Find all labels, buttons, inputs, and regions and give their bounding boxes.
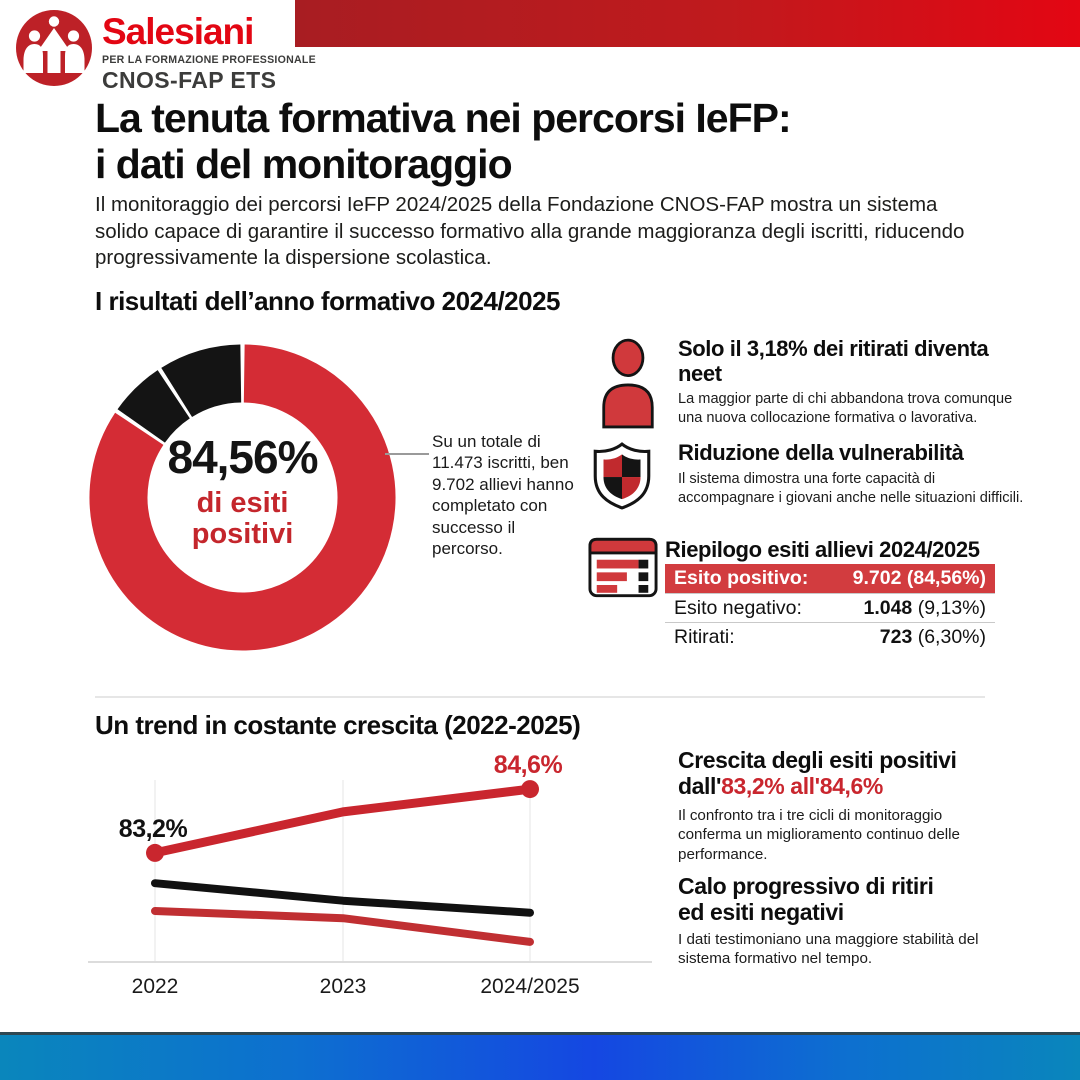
bottom-gradient-bar: [0, 1032, 1080, 1080]
trend-block1-title-line2: dall': [678, 772, 722, 799]
trend-block1-title-highlight: 83,2% all'84,6%: [721, 772, 883, 799]
page-title-line2: i dati del monitoraggio: [95, 140, 512, 187]
person-icon: [600, 338, 656, 435]
row-percent: (9,13%): [917, 596, 986, 619]
salesiani-logo-icon: [14, 8, 94, 88]
donut-percentage: 84,56%: [167, 431, 318, 483]
item2-title: Riduzione della vulnerabilità: [678, 440, 964, 465]
brand-block: [102, 13, 316, 92]
line-chart-svg: [80, 750, 660, 1005]
item1-body: La maggior parte di chi abbandona trova comunque una nuova collocazione formativa o lavorativa.: [678, 391, 1013, 426]
donut-chart: [85, 340, 400, 655]
donut-caption: di esiti positivi: [191, 487, 294, 551]
cnos-fap-logo: [14, 8, 94, 88]
results-heading: I risultati dell’anno formativo 2024/2025: [95, 286, 561, 316]
brand-name: Salesiani: [102, 11, 254, 52]
row-percent: (6,30%): [917, 625, 986, 648]
table-row: [665, 564, 995, 593]
trend-block1-title: [678, 748, 1008, 800]
item2-body: Il sistema dimostra una forte capacità di accompagnare i giovani anche nelle situazioni difficili.: [678, 471, 1024, 506]
row-percent: (84,56%): [906, 567, 986, 589]
row-label: Esito positivo:: [674, 567, 809, 589]
donut-note: Su un totale di 11.473 iscritti, ben 9.702 allievi hanno completato con successo il percorso.: [432, 432, 574, 559]
svg-text:84,6%: 84,6%: [493, 751, 563, 780]
svg-text:2023: 2023: [319, 975, 367, 998]
shield-icon: [589, 441, 655, 516]
table-row: [665, 622, 995, 651]
trend-line-chart: [80, 750, 660, 1010]
page-title-line1: La tenuta formativa nei percorsi IeFP:: [95, 95, 791, 141]
trend-heading: Un trend in costante crescita (2022-2025): [95, 710, 581, 740]
item1-title: Solo il 3,18% dei ritirati diventa neet: [678, 336, 989, 387]
donut-connector-line: [385, 453, 429, 455]
table-icon: [588, 537, 658, 603]
page-title: [95, 96, 1015, 188]
table-title: Riepilogo esiti allievi 2024/2025: [665, 537, 980, 562]
trend-block2-body: I dati testimoniano una maggiore stabilità del sistema formativo nel tempo.: [678, 931, 979, 968]
row-label: Ritirati:: [674, 625, 735, 648]
table-row: [665, 593, 995, 622]
row-value: 723: [879, 625, 913, 648]
row-label: Esito negativo:: [674, 596, 802, 619]
intro-paragraph: Il monitoraggio dei percorsi IeFP 2024/2025 della Fondazione CNOS-FAP mostra un sistema solido capace di garantire il successo formativo alla grande maggioranza degli iscritti, riducendo progressivamente la dispersione scolastica.: [95, 193, 965, 270]
trend-block1-title-line1: Crescita degli esiti positivi: [678, 747, 957, 773]
brand-tagline: PER LA FORMAZIONE PROFESSIONALE: [102, 54, 316, 66]
trend-block2-title-line2: ed esiti negativi: [678, 898, 844, 925]
svg-text:2022: 2022: [131, 975, 179, 998]
svg-text:2024/2025: 2024/2025: [480, 975, 580, 998]
brand-org: CNOS-FAP ETS: [102, 66, 277, 93]
trend-block1-body: Il confronto tra i tre cicli di monitoraggio conferma un miglioramento continuo delle performance.: [678, 807, 960, 863]
top-red-bar: [295, 0, 1080, 47]
results-table: [665, 564, 995, 651]
trend-block2-title-line1: Calo progressivo di ritiri: [678, 873, 934, 899]
row-value: 9.702: [852, 567, 902, 589]
trend-block2-title: [678, 874, 1008, 926]
svg-text:83,2%: 83,2%: [118, 814, 188, 843]
row-value: 1.048: [863, 596, 913, 619]
section-divider: [95, 696, 985, 698]
donut-chart-svg: [85, 340, 400, 655]
